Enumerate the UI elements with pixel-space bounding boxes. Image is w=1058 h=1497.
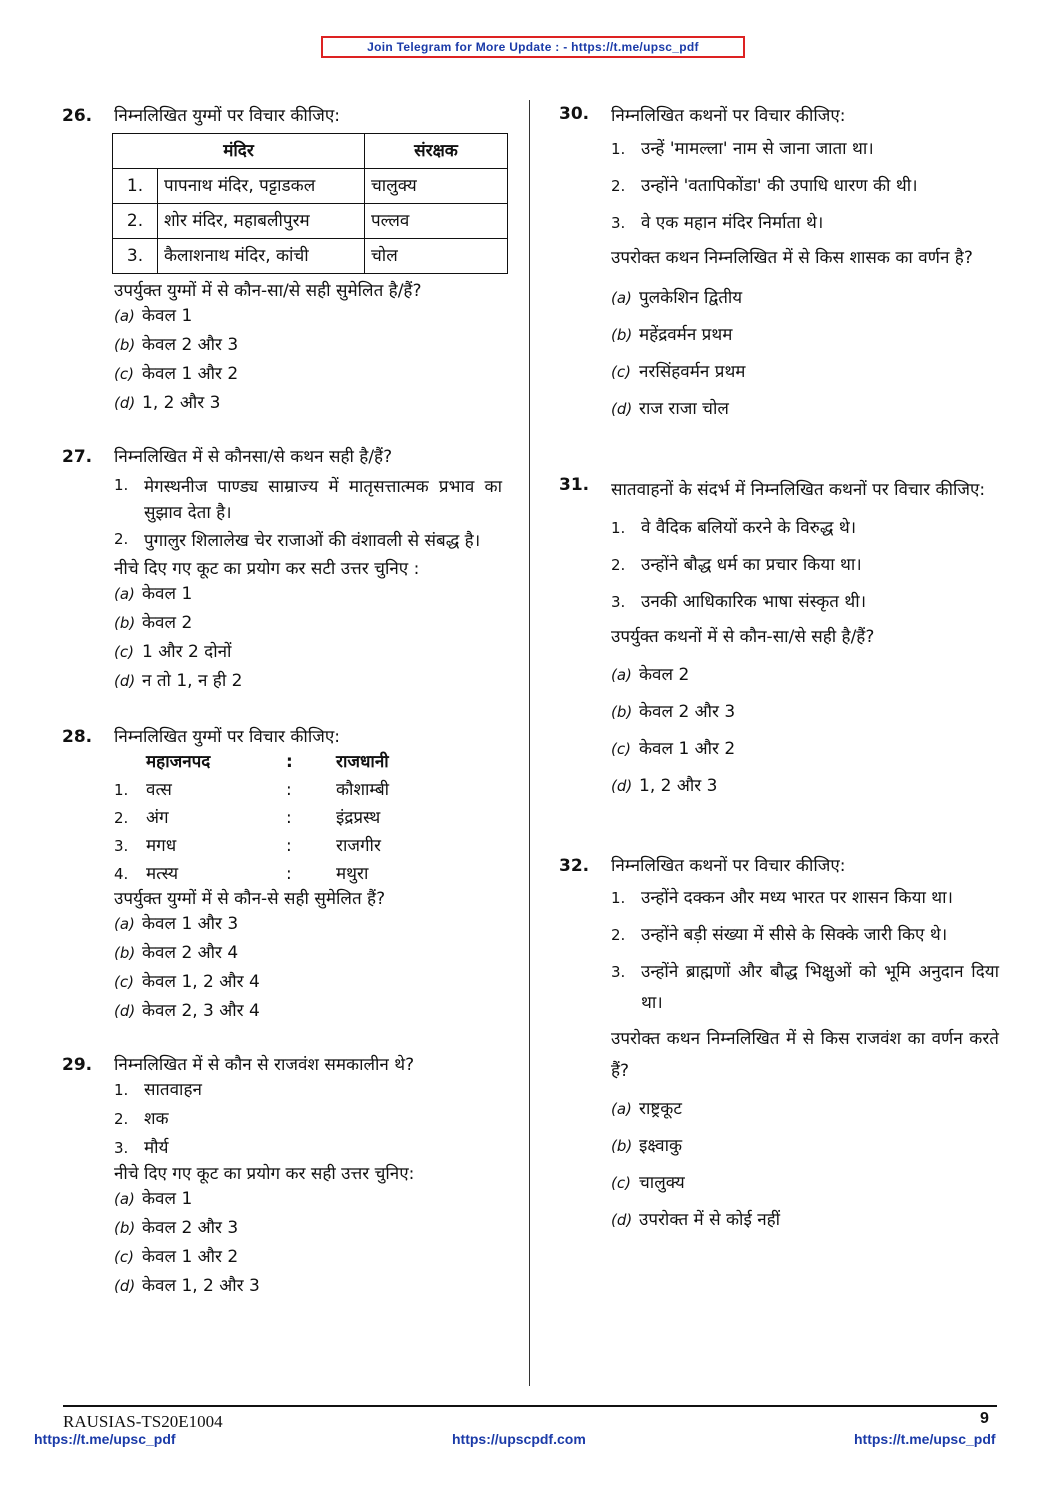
footer-rule <box>63 1405 997 1407</box>
question-prompt: उपर्युक्त युग्मों में से कौन-सा/से सही सुमेलित है/हैं? <box>114 281 422 301</box>
table-row <box>113 169 508 204</box>
pair-number: 4. <box>114 865 129 883</box>
option-a[interactable]: (a) केवल 1 <box>114 1189 193 1209</box>
row-number: 1. <box>113 169 158 204</box>
option-d[interactable]: (d) न तो 1, न ही 2 <box>114 671 243 691</box>
column-divider <box>529 100 530 1386</box>
question-prompt: उपरोक्त कथन निम्नलिखित में से किस राजवंश का वर्णन करते हैं? <box>611 1029 999 1081</box>
option-d[interactable]: (d) केवल 2, 3 और 4 <box>114 1001 260 1021</box>
question-text: सातवाहनों के संदर्भ में निम्नलिखित कथनों पर विचार कीजिए: <box>611 480 986 500</box>
option-d[interactable]: (d) राज राजा चोल <box>611 399 729 419</box>
option-a[interactable]: (a) केवल 2 <box>611 665 690 685</box>
pair-mahajanapada: वत्स <box>146 780 172 800</box>
statement-2: 2. पुगालुर शिलालेख चेर राजाओं की वंशावली से संबद्ध है। <box>114 530 481 551</box>
patron-cell: चोल <box>365 239 508 274</box>
statement-2: 2. उन्होंने बड़ी संख्या में सीसे के सिक्के जारी किए थे। <box>611 925 948 945</box>
question-32 <box>559 855 999 1239</box>
pair-capital: इंद्रप्रस्थ <box>336 808 381 828</box>
header-capital: राजधानी <box>336 752 389 772</box>
pair-number: 1. <box>114 781 129 799</box>
option-a[interactable]: (a) केवल 1 <box>114 306 193 326</box>
pair-capital: राजगीर <box>336 836 381 856</box>
question-text: निम्नलिखित कथनों पर विचार कीजिए: <box>611 856 846 876</box>
option-c[interactable]: (c) केवल 1 और 2 <box>114 364 239 384</box>
question-27 <box>62 446 502 696</box>
statement-1: 1. उन्हें 'मामल्ला' नाम से जाना जाता था। <box>611 139 874 159</box>
statement-2: 2. उन्होंने बौद्ध धर्म का प्रचार किया था। <box>611 555 862 575</box>
row-number: 2. <box>113 204 158 239</box>
pair-sep: : <box>286 808 292 828</box>
temple-cell: शोर मंदिर, महाबलीपुरम <box>158 204 365 239</box>
question-number: 32. <box>559 856 590 876</box>
temple-cell: कैलाशनाथ मंदिर, कांची <box>158 239 365 274</box>
pair-sep: : <box>286 864 292 884</box>
option-c[interactable]: (c) 1 और 2 दोनों <box>114 642 232 662</box>
pair-sep: : <box>286 836 292 856</box>
option-b[interactable]: (b) महेंद्रवर्मन प्रथम <box>611 325 733 345</box>
question-text: निम्नलिखित युग्मों पर विचार कीजिए: <box>114 727 340 747</box>
option-c[interactable]: (c) नरसिंहवर्मन प्रथम <box>611 362 746 382</box>
statement-1: 1. मेगस्थनीज पाण्ड्य साम्राज्य में मातृसत्तात्मक प्रभाव का सुझाव देता है। <box>114 476 502 523</box>
pair-row <box>114 804 494 832</box>
patron-cell: चालुक्य <box>365 169 508 204</box>
question-prompt: उपर्युक्त कथनों में से कौन-सा/से सही है/हैं? <box>611 627 875 647</box>
question-number: 26. <box>62 106 93 126</box>
pair-row <box>114 776 494 804</box>
option-a[interactable]: (a) राष्ट्रकूट <box>611 1099 682 1119</box>
question-26 <box>62 105 502 418</box>
footer-link-center[interactable]: https://upscpdf.com <box>452 1431 586 1447</box>
temple-cell: पापनाथ मंदिर, पट्टाडकल <box>158 169 365 204</box>
question-prompt: उपर्युक्त युग्मों में से कौन-से सही सुमेलित हैं? <box>114 889 386 909</box>
pair-capital: मथुरा <box>336 864 369 884</box>
question-text: निम्नलिखित में से कौन से राजवंश समकालीन थे? <box>114 1055 415 1075</box>
statement-3: 3. मौर्य <box>114 1138 169 1158</box>
left-column <box>62 105 502 1301</box>
statement-2: 2. उन्होंने 'वतापिकोंडा' की उपाधि धारण की थी। <box>611 176 918 196</box>
option-b[interactable]: (b) केवल 2 और 3 <box>114 335 239 355</box>
telegram-banner[interactable]: Join Telegram for More Update : - https://t.me/upsc_pdf <box>321 36 745 58</box>
question-30 <box>559 103 999 428</box>
pair-capital: कौशाम्बी <box>336 780 390 800</box>
page-number: 9 <box>980 1410 989 1427</box>
patron-cell: पल्लव <box>365 204 508 239</box>
question-number: 28. <box>62 727 93 747</box>
question-text: निम्नलिखित कथनों पर विचार कीजिए: <box>611 106 846 126</box>
option-c[interactable]: (c) केवल 1, 2 और 4 <box>114 972 260 992</box>
mahajanapada-pairs <box>114 748 494 888</box>
option-d[interactable]: (d) उपरोक्त में से कोई नहीं <box>611 1210 781 1230</box>
table-row <box>113 204 508 239</box>
statement-1: 1. सातवाहन <box>114 1080 202 1100</box>
right-column <box>559 103 999 1239</box>
statement-1: 1. उन्होंने दक्कन और मध्य भारत पर शासन किया था। <box>611 888 953 908</box>
question-31 <box>559 474 999 805</box>
option-a[interactable]: (a) केवल 1 <box>114 584 193 604</box>
option-b[interactable]: (b) केवल 2 और 4 <box>114 943 239 963</box>
option-a[interactable]: (a) केवल 1 और 3 <box>114 914 239 934</box>
question-text: निम्नलिखित युग्मों पर विचार कीजिए: <box>114 106 340 126</box>
statement-3: 3. उनकी आधिकारिक भाषा संस्कृत थी। <box>611 592 867 612</box>
question-28 <box>62 726 502 1026</box>
document-code: RAUSIAS-TS20E1004 <box>63 1412 223 1431</box>
pair-sep: : <box>286 780 292 800</box>
option-c[interactable]: (c) केवल 1 और 2 <box>114 1247 239 1267</box>
pair-mahajanapada: अंग <box>146 808 169 828</box>
option-c[interactable]: (c) चालुक्य <box>611 1173 685 1193</box>
footer-link-right[interactable]: https://t.me/upsc_pdf <box>854 1431 996 1447</box>
option-b[interactable]: (b) केवल 2 और 3 <box>611 702 736 722</box>
option-c[interactable]: (c) केवल 1 और 2 <box>611 739 736 759</box>
pair-row <box>114 860 494 888</box>
temple-patron-table <box>112 133 508 274</box>
statement-2: 2. शक <box>114 1109 169 1129</box>
header-sep: : <box>286 752 293 772</box>
statement-3: 3. उन्होंने ब्राह्मणों और बौद्ध भिक्षुओं को भूमि अनुदान दिया था। <box>611 962 999 1013</box>
question-number: 29. <box>62 1055 93 1075</box>
option-d[interactable]: (d) 1, 2 और 3 <box>114 393 221 413</box>
option-d[interactable]: (d) केवल 1, 2 और 3 <box>114 1276 260 1296</box>
pair-row <box>114 832 494 860</box>
pairs-header <box>114 748 494 776</box>
pair-mahajanapada: मगध <box>146 836 177 856</box>
question-number: 27. <box>62 447 93 467</box>
question-number: 31. <box>559 475 590 495</box>
question-prompt: नीचे दिए गए कूट का प्रयोग कर सटी उत्तर चुनिए : <box>114 559 420 579</box>
statement-1: 1. वे वैदिक बलियों करने के विरुद्ध थे। <box>611 518 857 538</box>
table-header-patron: संरक्षक <box>365 134 508 169</box>
question-prompt: नीचे दिए गए कूट का प्रयोग कर सही उत्तर चुनिए: <box>114 1164 415 1184</box>
row-number: 3. <box>113 239 158 274</box>
pair-number: 3. <box>114 837 129 855</box>
option-b[interactable]: (b) केवल 2 <box>114 613 193 633</box>
option-b[interactable]: (b) केवल 2 और 3 <box>114 1218 239 1238</box>
header-mahajanapada: महाजनपद <box>146 752 211 772</box>
pair-number: 2. <box>114 809 129 827</box>
pair-mahajanapada: मत्स्य <box>146 864 179 884</box>
question-number: 30. <box>559 104 590 124</box>
table-row <box>113 239 508 274</box>
statement-3: 3. वे एक महान मंदिर निर्माता थे। <box>611 213 824 233</box>
footer-link-left[interactable]: https://t.me/upsc_pdf <box>34 1431 176 1447</box>
table-header-temple: मंदिर <box>113 134 365 169</box>
question-29 <box>62 1054 502 1301</box>
question-prompt: उपरोक्त कथन निम्नलिखित में से किस शासक का वर्णन है? <box>611 248 973 268</box>
option-a[interactable]: (a) पुलकेशिन द्वितीय <box>611 288 743 308</box>
question-text: निम्नलिखित में से कौनसा/से कथन सही है/हैं? <box>114 447 393 467</box>
option-d[interactable]: (d) 1, 2 और 3 <box>611 776 718 796</box>
option-b[interactable]: (b) इक्ष्वाकु <box>611 1136 683 1156</box>
